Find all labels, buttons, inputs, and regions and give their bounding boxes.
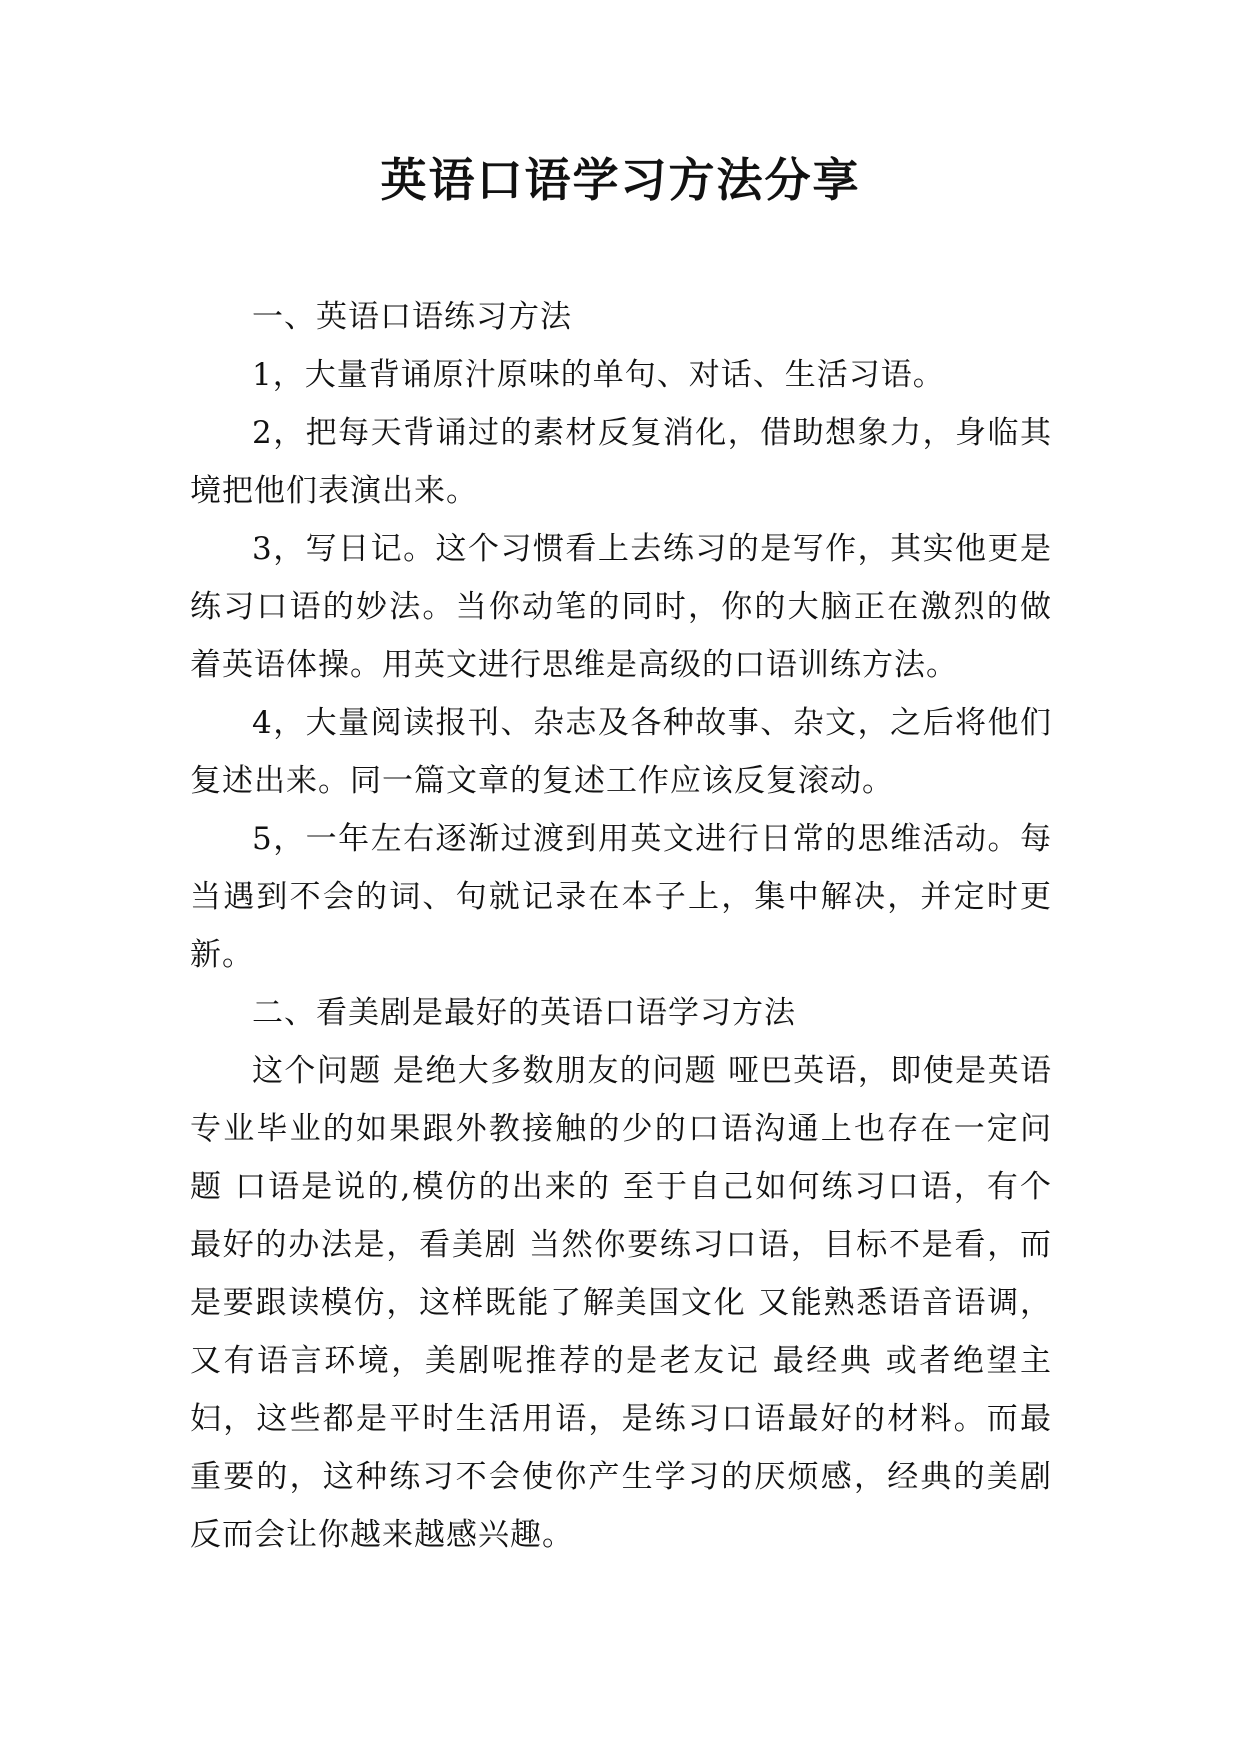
- page-title: 英语口语学习方法分享: [380, 153, 861, 207]
- paragraph-item-4: 4，大量阅读报刊、杂志及各种故事、杂文，之后将他们复述出来。同一篇文章的复述工作应该反复滚动。: [190, 705, 1052, 799]
- paragraph-body: 这个问题 是绝大多数朋友的问题 哑巴英语，即使是英语专业毕业的如果跟外教接触的少的口语沟通上也存在一定问题 口语是说的,模仿的出来的 至于自己如何练习口语，有个最好的办法是，看美剧 当然你要练习口语，目标不是看，而是要跟读模仿，这样既能了解美国文化 又能熟悉语音语调，又有语言环境，美剧呢推荐的是老友记 最经典 或者绝望主妇，这些都是平时生活用语，是练习口语最好的材料。而最重要的，这种练习不会使你产生学习的厌烦感，经典的美剧反而会让你越来越感兴趣。: [190, 1053, 1052, 1553]
- paragraph-item-1: 1，大量背诵原汁原味的单句、对话、生活习语。: [252, 357, 945, 393]
- paragraph-item-3: 3，写日记。这个习惯看上去练习的是写作，其实他更是练习口语的妙法。当你动笔的同时，你的大脑正在激烈的做着英语体操。用英文进行思维是高级的口语训练方法。: [190, 531, 1052, 683]
- section-heading-2: 二、看美剧是最好的英语口语学习方法: [252, 995, 796, 1031]
- paragraph-item-2: 2，把每天背诵过的素材反复消化，借助想象力，身临其境把他们表演出来。: [190, 415, 1052, 509]
- document-body: [190, 288, 1052, 1564]
- paragraph-item-5: 5，一年左右逐渐过渡到用英文进行日常的思维活动。每当遇到不会的词、句就记录在本子上，集中解决，并定时更新。: [190, 821, 1052, 973]
- section-heading-1: 一、英语口语练习方法: [252, 299, 572, 335]
